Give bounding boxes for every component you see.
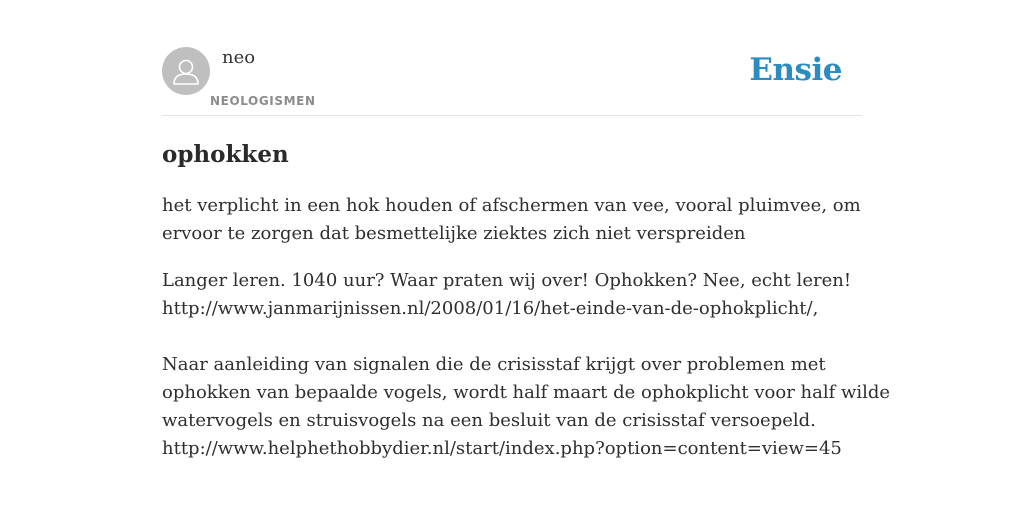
example-source-link: http://www.janmarijnissen.nl/2008/01/16/het-einde-van-de-ophokplicht/,	[162, 298, 819, 319]
example-block	[162, 351, 891, 463]
author-avatar[interactable]	[162, 47, 210, 95]
example-line: Naar aanleiding van signalen die de crisisstaf krijgt over problemen met	[162, 354, 826, 375]
example-line: watervogels en struisvogels na een besluit van de crisisstaf versoepeld.	[162, 410, 816, 431]
example-line: ophokken van bepaalde vogels, wordt half maart de ophokplicht voor half wilde	[162, 382, 891, 403]
example-source-link: http://www.helphethobbydier.nl/start/index.php?option=content=view=45	[162, 438, 842, 459]
entry-definition: het verplicht in een hok houden of afschermen van vee, vooral pluimvee, om ervoor te zorgen dat besmettelijke ziektes zich niet verspreiden	[162, 195, 861, 244]
user-silhouette-icon	[162, 47, 210, 95]
example-line: Langer leren. 1040 uur? Waar praten wij over! Ophokken? Nee, echt leren!	[162, 270, 852, 291]
entry-page	[162, 0, 891, 512]
author-name[interactable]: neo	[222, 47, 256, 68]
entry-examples	[162, 267, 891, 463]
section-label[interactable]: NEOLOGISMEN	[210, 94, 316, 108]
entry-header	[162, 0, 862, 116]
example-block	[162, 267, 862, 323]
example-separator	[162, 323, 862, 351]
entry-term: ophokken	[162, 141, 289, 168]
ensie-logo[interactable]: Ensie	[749, 52, 842, 88]
